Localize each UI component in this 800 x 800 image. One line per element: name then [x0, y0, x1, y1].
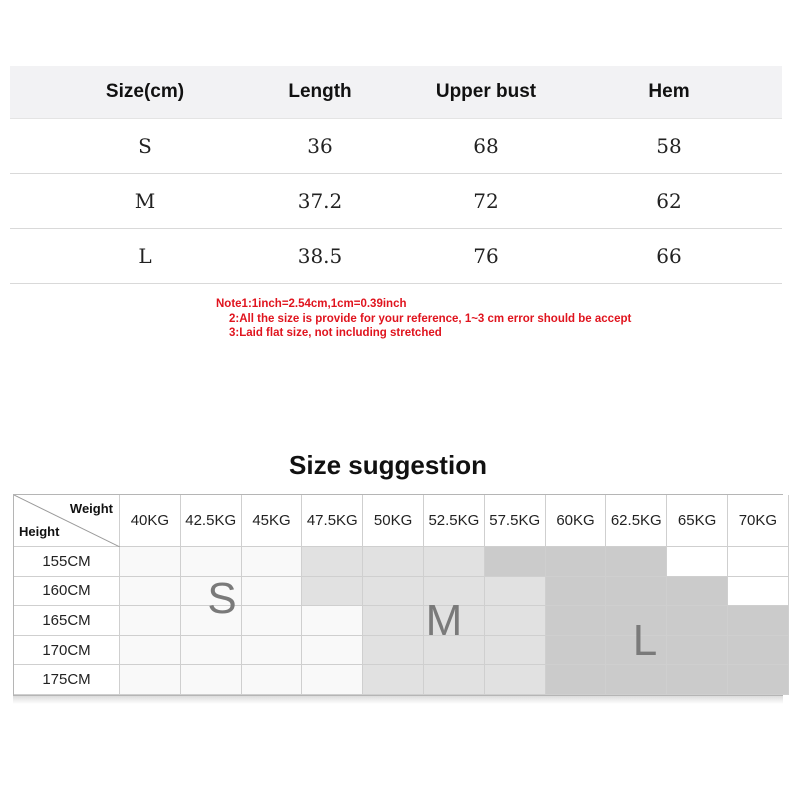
zone-label-l: L [632, 616, 658, 665]
suggestion-cell [120, 577, 181, 607]
weight-header-cell [181, 495, 242, 547]
suggestion-cell [363, 636, 424, 666]
zone-label-m: M [425, 596, 463, 645]
suggestion-cell [606, 577, 667, 607]
zone-label-s: S [207, 574, 237, 623]
suggestion-cell [728, 606, 789, 636]
weight-header-cell [546, 495, 607, 547]
weight-header-label: 62.5KG [610, 512, 662, 529]
suggestion-cell [363, 577, 424, 607]
weight-header-label: 52.5KG [428, 512, 480, 529]
suggestion-cell [120, 636, 181, 666]
weight-header-label: 57.5KG [489, 512, 541, 529]
size-row-s [10, 119, 782, 174]
suggestion-cell [546, 665, 607, 695]
size-table-header [10, 66, 782, 119]
weight-header-cell [242, 495, 303, 547]
weight-header-cell [302, 495, 363, 547]
hem-value: 58 [656, 134, 682, 158]
suggestion-cell [242, 577, 303, 607]
suggestion-cell [485, 636, 546, 666]
size-label: S [138, 134, 152, 158]
hem-value: 62 [656, 189, 682, 213]
size-suggestion-grid [13, 494, 783, 696]
suggestion-cell [606, 665, 667, 695]
suggestion-cell [728, 577, 789, 607]
size-notes [216, 297, 631, 341]
note-line-2: 2:All the size is provide for your reference, 1~3 cm error should be accept [229, 312, 632, 325]
suggestion-cell [728, 665, 789, 695]
height-row-label: 155CM [42, 552, 91, 570]
grid-corner-cell [14, 495, 120, 547]
size-row-l [10, 229, 782, 284]
suggestion-cell [363, 665, 424, 695]
suggestion-cell [546, 606, 607, 636]
height-row-header [14, 547, 120, 577]
suggestion-cell [728, 636, 789, 666]
suggestion-cell [302, 547, 363, 577]
suggestion-cell [424, 665, 485, 695]
suggestion-cell [485, 665, 546, 695]
height-row-header [14, 577, 120, 607]
suggestion-cell [363, 606, 424, 636]
suggestion-cell [485, 606, 546, 636]
hem-value: 66 [656, 244, 682, 268]
length-value: 37.2 [297, 189, 343, 213]
suggestion-cell [667, 577, 728, 607]
weight-header-label: 47.5KG [306, 512, 358, 529]
grid-shadow [13, 696, 783, 704]
suggestion-cell [302, 665, 363, 695]
size-row-m [10, 174, 782, 229]
suggestion-cell [728, 547, 789, 577]
height-row-header [14, 606, 120, 636]
note-line-3: 3:Laid flat size, not including stretched [229, 327, 442, 339]
suggestion-cell [120, 606, 181, 636]
weight-header-label: 45KG [252, 512, 291, 529]
size-label: L [138, 244, 152, 268]
weight-header-label: 60KG [556, 512, 595, 529]
header-size: Size(cm) [105, 81, 185, 102]
suggestion-cell [181, 547, 242, 577]
weight-header-cell [363, 495, 424, 547]
weight-header-label: 65KG [677, 512, 717, 529]
weight-header-label: 70KG [738, 512, 778, 529]
suggestion-cell [606, 547, 667, 577]
suggestion-cell [242, 547, 303, 577]
weight-header-label: 42.5KG [185, 512, 237, 529]
suggestion-cell [667, 606, 728, 636]
header-hem: Hem [648, 81, 690, 102]
suggestion-cell [667, 547, 728, 577]
suggestion-cell [302, 577, 363, 607]
height-row-label: 170CM [42, 641, 91, 659]
suggestion-cell [546, 547, 607, 577]
suggestion-cell [485, 577, 546, 607]
suggestion-cell [485, 547, 546, 577]
suggestion-cell [546, 636, 607, 666]
suggestion-cell [181, 636, 242, 666]
weight-header-cell [120, 495, 181, 547]
weight-header-cell [606, 495, 667, 547]
suggestion-cell [242, 636, 303, 666]
suggestion-cell [242, 665, 303, 695]
weight-header-cell [485, 495, 546, 547]
length-value: 36 [307, 134, 333, 158]
suggestion-cell [546, 577, 607, 607]
height-row-header [14, 665, 120, 695]
weight-header-label: 40KG [130, 512, 170, 529]
suggestion-cell [120, 665, 181, 695]
suggestion-cell [242, 606, 303, 636]
upper-bust-value: 68 [473, 134, 499, 158]
suggestion-cell [424, 547, 485, 577]
note-line-1: Note1:1inch=2.54cm,1cm=0.39inch [216, 298, 407, 310]
upper-bust-value: 72 [473, 189, 499, 213]
corner-height-label: Height [19, 524, 60, 539]
suggestion-cell [363, 547, 424, 577]
length-value: 38.5 [297, 244, 343, 268]
upper-bust-value: 76 [473, 244, 499, 268]
suggestion-cell [302, 606, 363, 636]
size-label: M [134, 189, 156, 213]
header-upper-bust: Upper bust [435, 81, 537, 102]
weight-header-label: 50KG [373, 512, 413, 529]
suggestion-cell [667, 665, 728, 695]
suggestion-cell [181, 665, 242, 695]
height-row-label: 160CM [42, 582, 91, 600]
weight-header-cell [728, 495, 789, 547]
weight-header-cell [667, 495, 728, 547]
header-length: Length [288, 81, 352, 102]
corner-weight-label: Weight [69, 501, 113, 516]
weight-header-cell [424, 495, 485, 547]
suggestion-cell [302, 636, 363, 666]
height-row-label: 165CM [42, 611, 91, 629]
size-measurement-table [10, 66, 782, 284]
height-row-label: 175CM [42, 671, 91, 689]
size-suggestion-title: Size suggestion [289, 450, 487, 480]
suggestion-cell [120, 547, 181, 577]
suggestion-cell [667, 636, 728, 666]
height-row-header [14, 636, 120, 666]
